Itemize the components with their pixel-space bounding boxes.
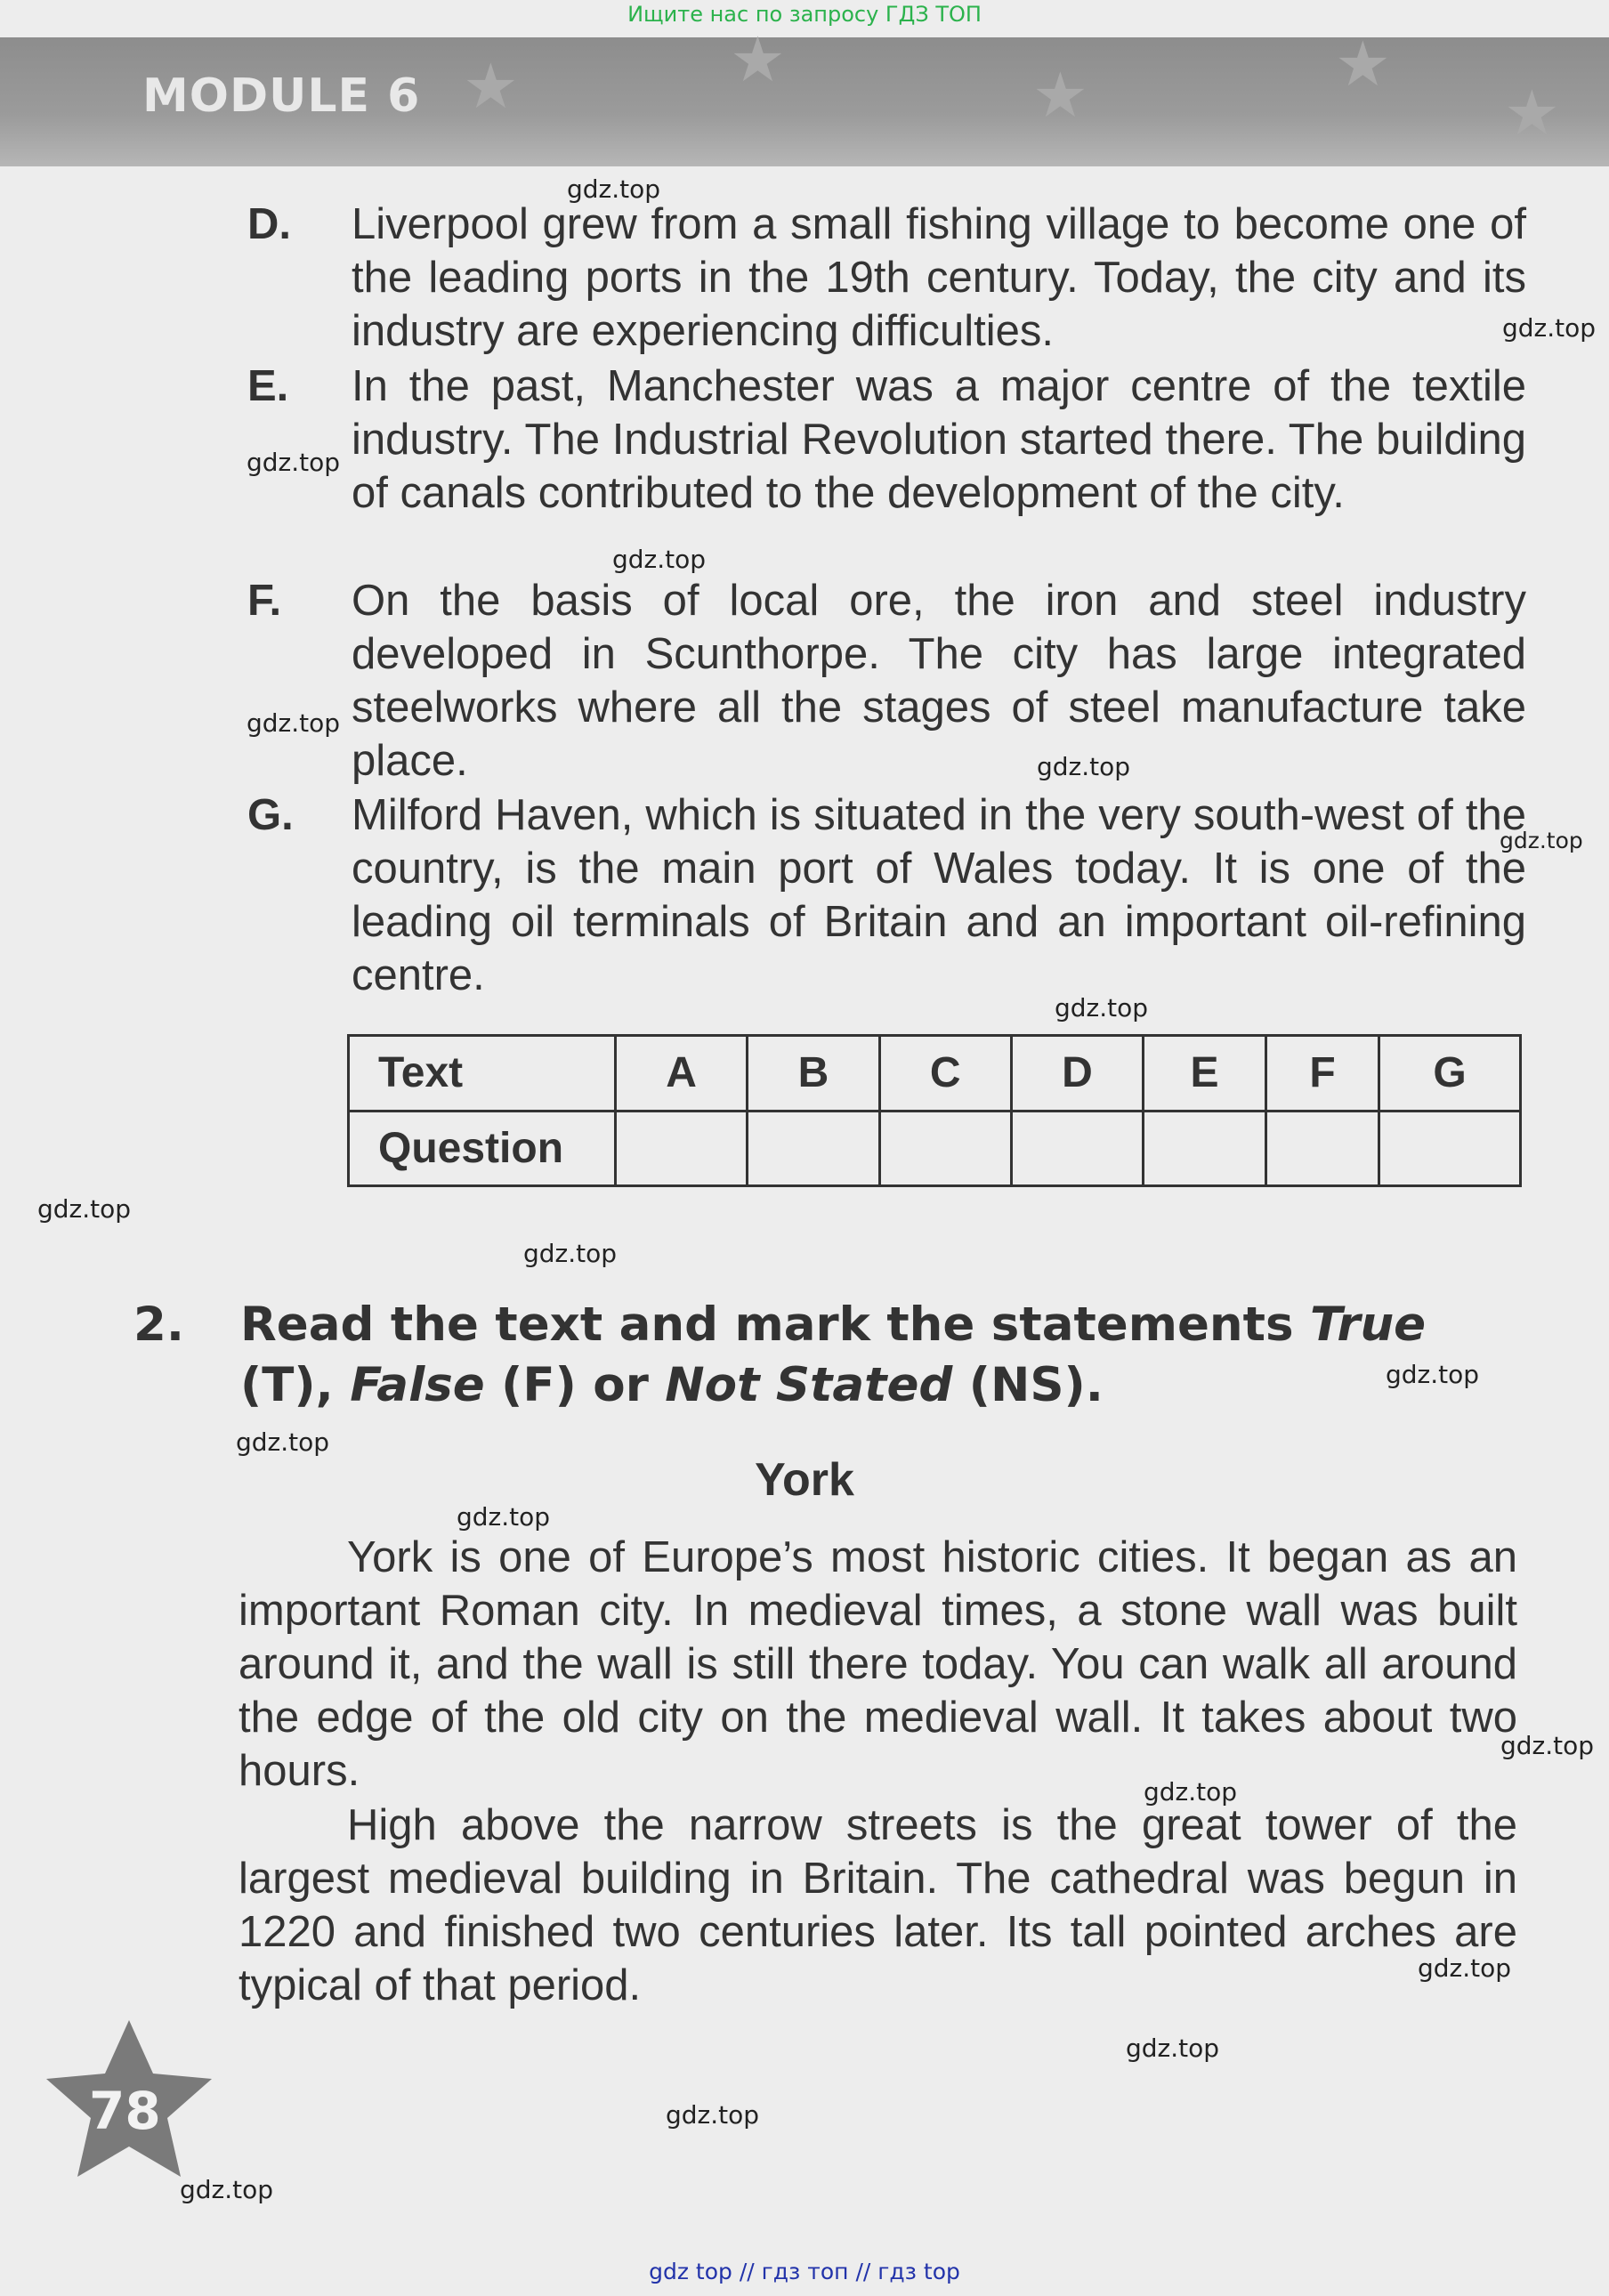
watermark: gdz.top: [1500, 828, 1583, 853]
bottom-note: gdz top // гдз топ // гдз top: [649, 2259, 960, 2284]
watermark: gdz.top: [612, 545, 707, 574]
watermark: gdz.top: [666, 2100, 760, 2130]
entry-text: Milford Haven, which is situated in the very south-west of the country, is the main port of Wales today. It is one of the leading oil terminals of Britain and an important oil-refining centre.: [352, 791, 1526, 999]
top-note: Ищите нас по запросу ГДЗ ТОП: [627, 2, 982, 27]
watermark: gdz.top: [1500, 1731, 1595, 1760]
table-column-header: E: [1144, 1036, 1266, 1112]
entry-f: [247, 574, 1526, 788]
answer-table: [347, 1034, 1522, 1187]
entry-letter: D.: [247, 200, 291, 248]
watermark: gdz.top: [523, 1239, 618, 1268]
table-column-header: G: [1379, 1036, 1521, 1112]
entry-text: Liverpool grew from a small fishing village to become one of the leading ports in the 19th century. Today, the city and its industry are experiencing difficulties.: [352, 200, 1526, 355]
watermark: gdz.top: [1126, 2033, 1220, 2063]
header-star-decoration: ★: [1032, 61, 1088, 130]
answer-cell[interactable]: [748, 1111, 879, 1186]
table-column-header: F: [1265, 1036, 1379, 1112]
table-column-header: C: [879, 1036, 1011, 1112]
watermark: gdz.top: [247, 708, 341, 738]
page-number: 78: [89, 2081, 161, 2141]
watermark: gdz.top: [1502, 313, 1597, 343]
answer-cell[interactable]: [1379, 1111, 1521, 1186]
answer-cell[interactable]: [1011, 1111, 1143, 1186]
entry-d: [247, 198, 1526, 358]
table-column-header: D: [1011, 1036, 1143, 1112]
answer-cell[interactable]: [1144, 1111, 1266, 1186]
watermark: gdz.top: [180, 2175, 274, 2204]
table-row: [349, 1036, 1521, 1112]
watermark: gdz.top: [1418, 1953, 1512, 1983]
task-text: Read the text and mark the statements True (T), False (F) or Not Stated (NS).: [240, 1298, 1427, 1412]
watermark: gdz.top: [37, 1194, 132, 1224]
header-star-decoration: ★: [1335, 29, 1391, 99]
watermark: gdz.top: [247, 448, 341, 477]
entry-letter: F.: [247, 577, 282, 625]
entry-letter: G.: [247, 791, 294, 839]
watermark: gdz.top: [1037, 752, 1131, 781]
paragraph: High above the narrow streets is the great tower of the largest medieval building in Britain. The cathedral was begun in 1220 and finished two centuries later. Its tall pointed arches are typical of that period.: [239, 1801, 1517, 2009]
answer-cell[interactable]: [879, 1111, 1011, 1186]
task-number: 2.: [133, 1298, 185, 1352]
table-column-header: A: [616, 1036, 748, 1112]
entry-g: [247, 788, 1526, 1002]
watermark: gdz.top: [1144, 1777, 1238, 1807]
task-instruction: [133, 1295, 1522, 1416]
paragraph: York is one of Europe’s most historic cities. It began as an important Roman city. In medieval times, a stone wall was built around it, and the wall is still there today. You can walk all around the edge of the old city on the medieval wall. It takes about two hours.: [239, 1533, 1517, 1795]
header-star-decoration: ★: [463, 52, 519, 121]
watermark: gdz.top: [236, 1427, 330, 1457]
watermark: gdz.top: [457, 1502, 551, 1532]
table-row-label: Question: [349, 1111, 616, 1186]
table-row-label: Text: [349, 1036, 616, 1112]
header-star-decoration: ★: [1504, 78, 1560, 148]
text-title: York: [755, 1454, 854, 1506]
entry-text: In the past, Manchester was a major centre of the textile industry. The Industrial Revolution started there. The building of canals contributed to the development of the city.: [352, 362, 1526, 517]
entry-letter: E.: [247, 362, 289, 410]
table-column-header: B: [748, 1036, 879, 1112]
entry-text: On the basis of local ore, the iron and steel industry developed in Scunthorpe. The city has large integrated steelworks where all the stages of steel manufacture take place.: [352, 577, 1526, 785]
header-star-decoration: ★: [730, 25, 786, 94]
entry-e: [247, 360, 1526, 520]
watermark: gdz.top: [1386, 1360, 1480, 1389]
module-title: MODULE 6: [142, 69, 421, 123]
table-row: [349, 1111, 1521, 1186]
answer-cell[interactable]: [616, 1111, 748, 1186]
watermark: gdz.top: [1055, 993, 1149, 1023]
answer-cell[interactable]: [1265, 1111, 1379, 1186]
watermark: gdz.top: [567, 174, 661, 204]
